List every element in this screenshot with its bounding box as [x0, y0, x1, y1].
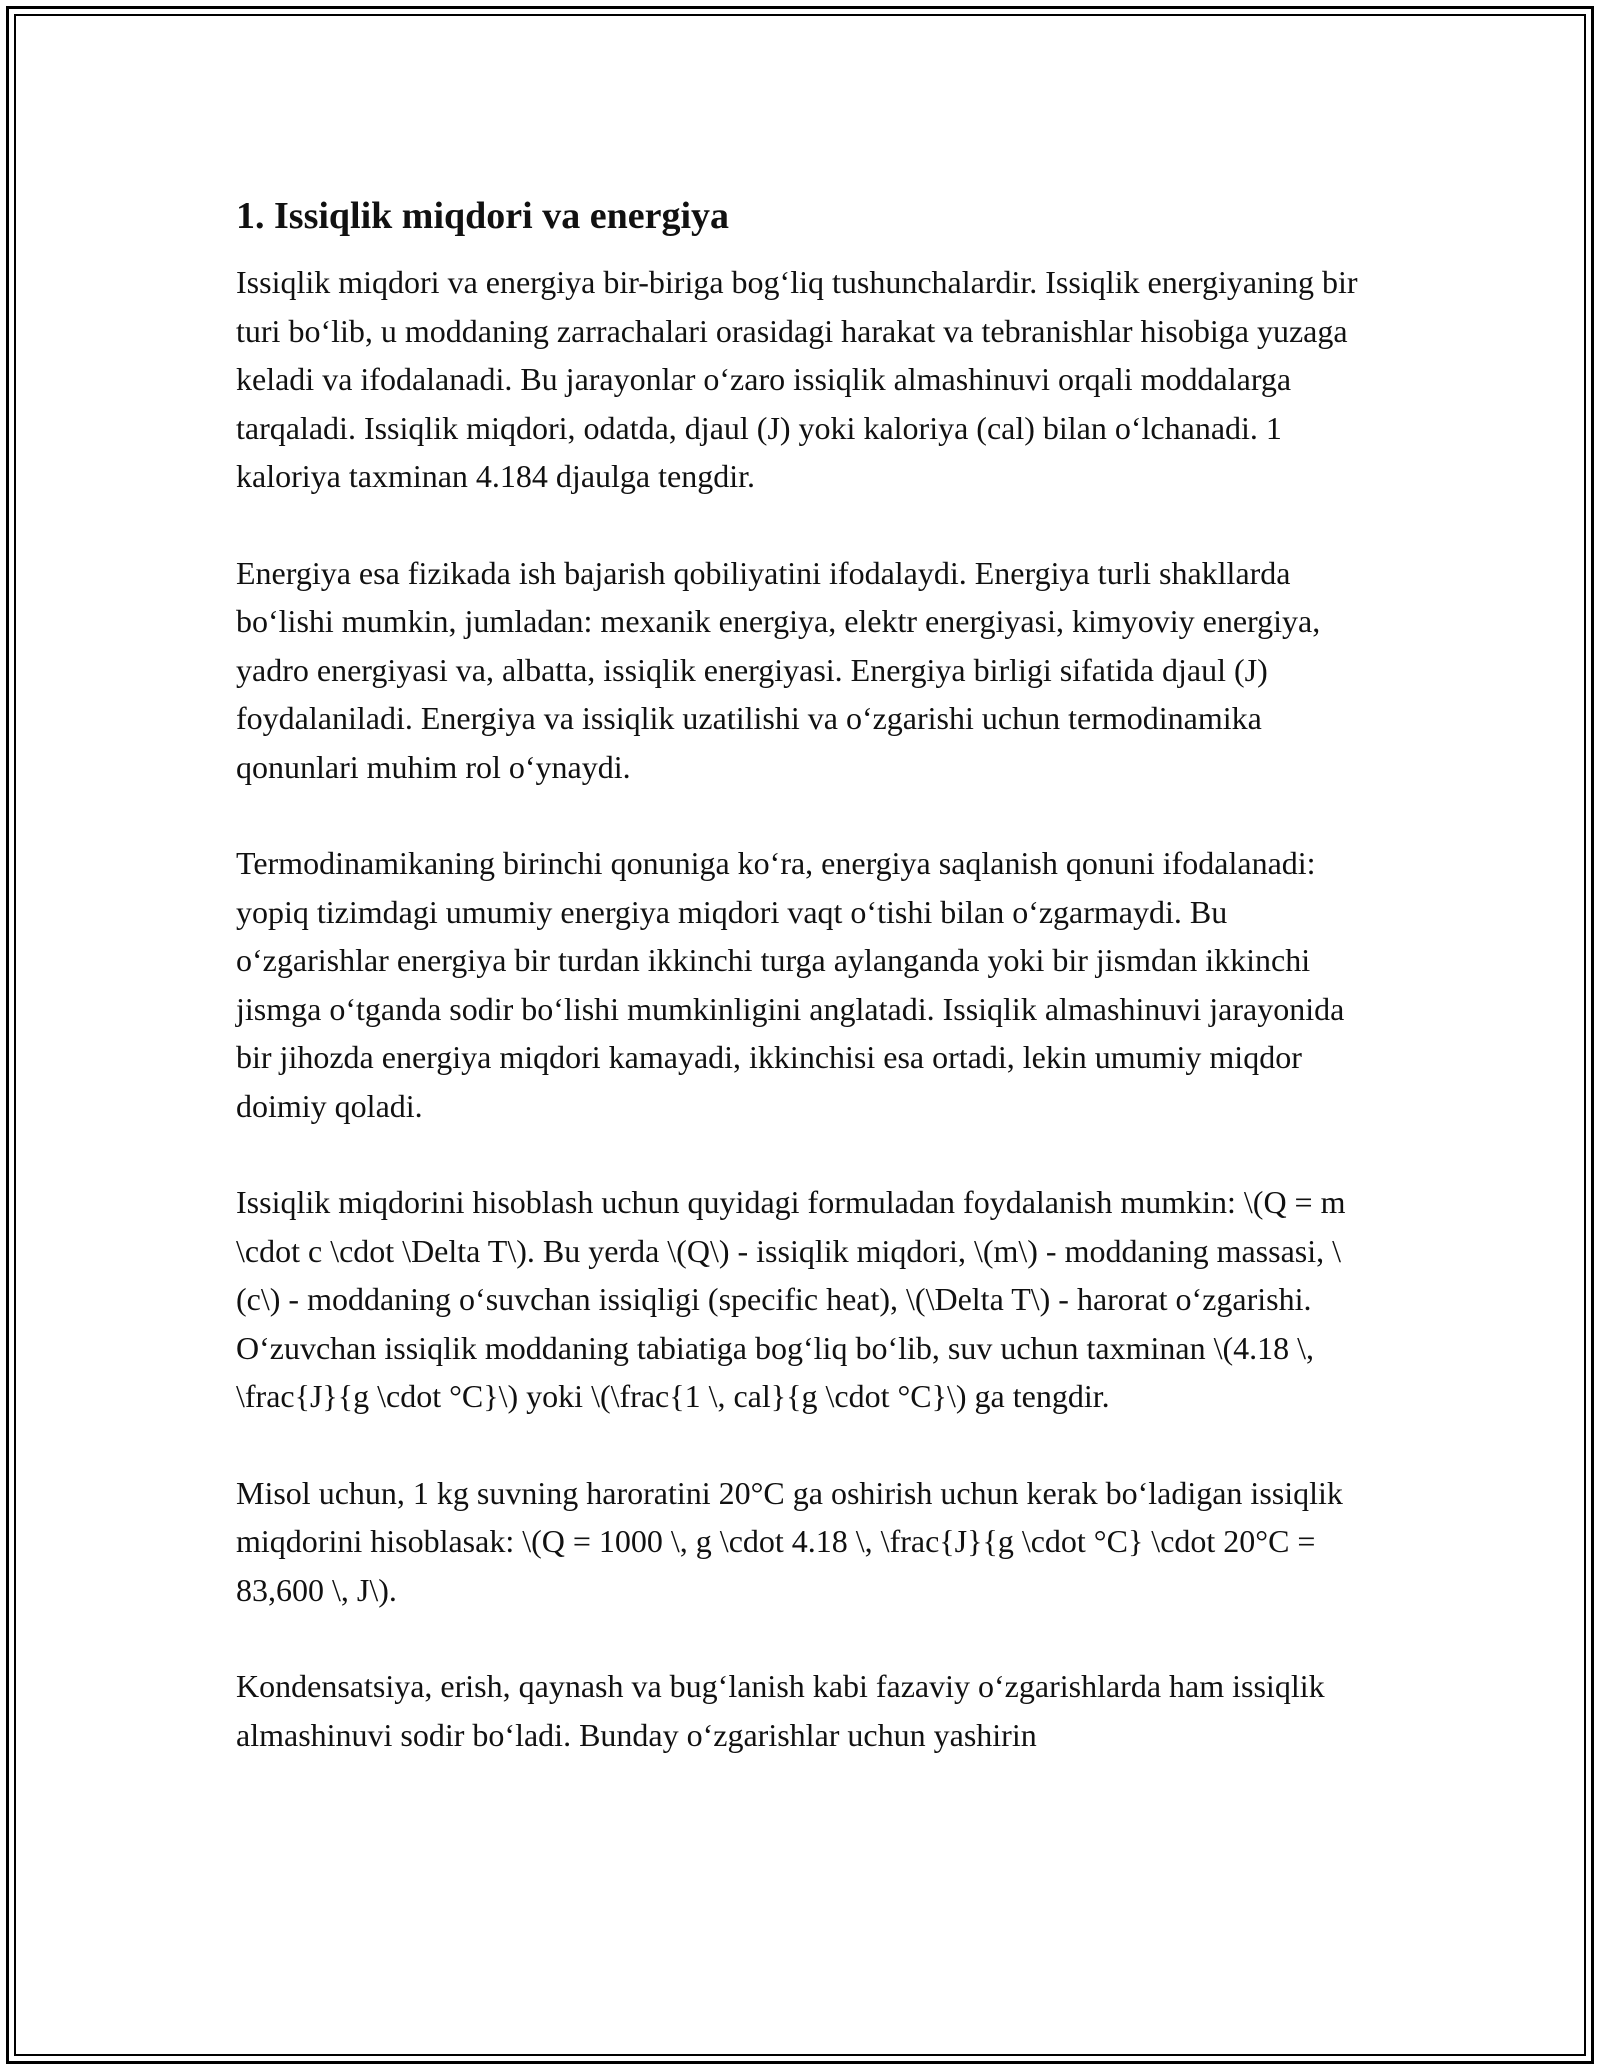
- document-body: [236, 190, 1366, 1807]
- paragraph-phase-changes: Kondensatsiya, erish, qaynash va bug‘lanish kabi fazaviy o‘zgarishlarda ham issiqlik almashinuvi sodir bo‘ladi. Bunday o‘zgarishlar uchun yashirin: [236, 1668, 1325, 1753]
- paragraph-example: Misol uchun, 1 kg suvning haroratini 20°C ga oshirish uchun kerak bo‘ladigan issiqlik miqdorini hisoblasak: \(Q = 1000 \, g \cdot 4.18 \, \frac{J}{g \cdot °C} \cdot 20°C = 83,600 \, J\).: [236, 1474, 1343, 1608]
- paragraph-heat-definition: Issiqlik miqdori va energiya bir-biriga bog‘liq tushunchalardir. Issiqlik energiyaning bir turi bo‘lib, u moddaning zarrachalari orasidagi harakat va tebranishlar hisobiga yuzaga keladi va ifodalanadi. Bu jarayonlar o‘zaro issiqlik almashinuvi orqali moddalarga tarqaladi. Issiqlik miqdori, odatda, djaul (J) yoki kaloriya (cal) bilan o‘lchanadi. 1 kaloriya taxminan 4.184 djaulga tengdir.: [236, 264, 1358, 494]
- paragraph-first-law: Termodinamikaning birinchi qonuniga ko‘ra, energiya saqlanish qonuni ifodalanadi: yopiq tizimdagi umumiy energiya miqdori vaqt o‘tishi bilan o‘zgarmaydi. Bu o‘zgarishlar energiya bir turdan ikkinchi turga aylanganda yoki bir jismdan ikkinchi jismga o‘tganda sodir bo‘lishi mumkinligini anglatadi. Issiqlik almashinuvi jarayonida bir jihozda energiya miqdori kamayadi, ikkinchisi esa ortadi, lekin umumiy miqdor doimiy qoladi.: [236, 845, 1345, 1124]
- paragraph-heat-formula: Issiqlik miqdorini hisoblash uchun quyidagi formuladan foydalanish mumkin: \(Q = m \cdot c \cdot \Delta T\). Bu yerda \(Q\) - issiqlik miqdori, \(m\) - moddaning massasi, \(c\) - moddaning o‘suvchan issiqligi (specific heat), \(\Delta T\) - harorat o‘zgarishi. O‘zuvchan issiqlik moddaning tabiatiga bog‘liq bo‘lib, suv uchun taxminan \(4.18 \, \frac{J}{g \cdot °C}\) yoki \(\frac{1 \, cal}{g \cdot °C}\) ga tengdir.: [236, 1184, 1346, 1414]
- paragraph-energy-definition: Energiya esa fizikada ish bajarish qobiliyatini ifodalaydi. Energiya turli shakllarda bo‘lishi mumkin, jumladan: mexanik energiya, elektr energiyasi, kimyoviy energiya, yadro energiyasi va, albatta, issiqlik energiyasi. Energiya birligi sifatida djaul (J) foydalaniladi. Energiya va issiqlik uzatilishi va o‘zgarishi uchun termodinamika qonunlari muhim rol o‘ynaydi.: [236, 554, 1321, 785]
- section-heading: 1. Issiqlik miqdori va energiya: [236, 195, 729, 237]
